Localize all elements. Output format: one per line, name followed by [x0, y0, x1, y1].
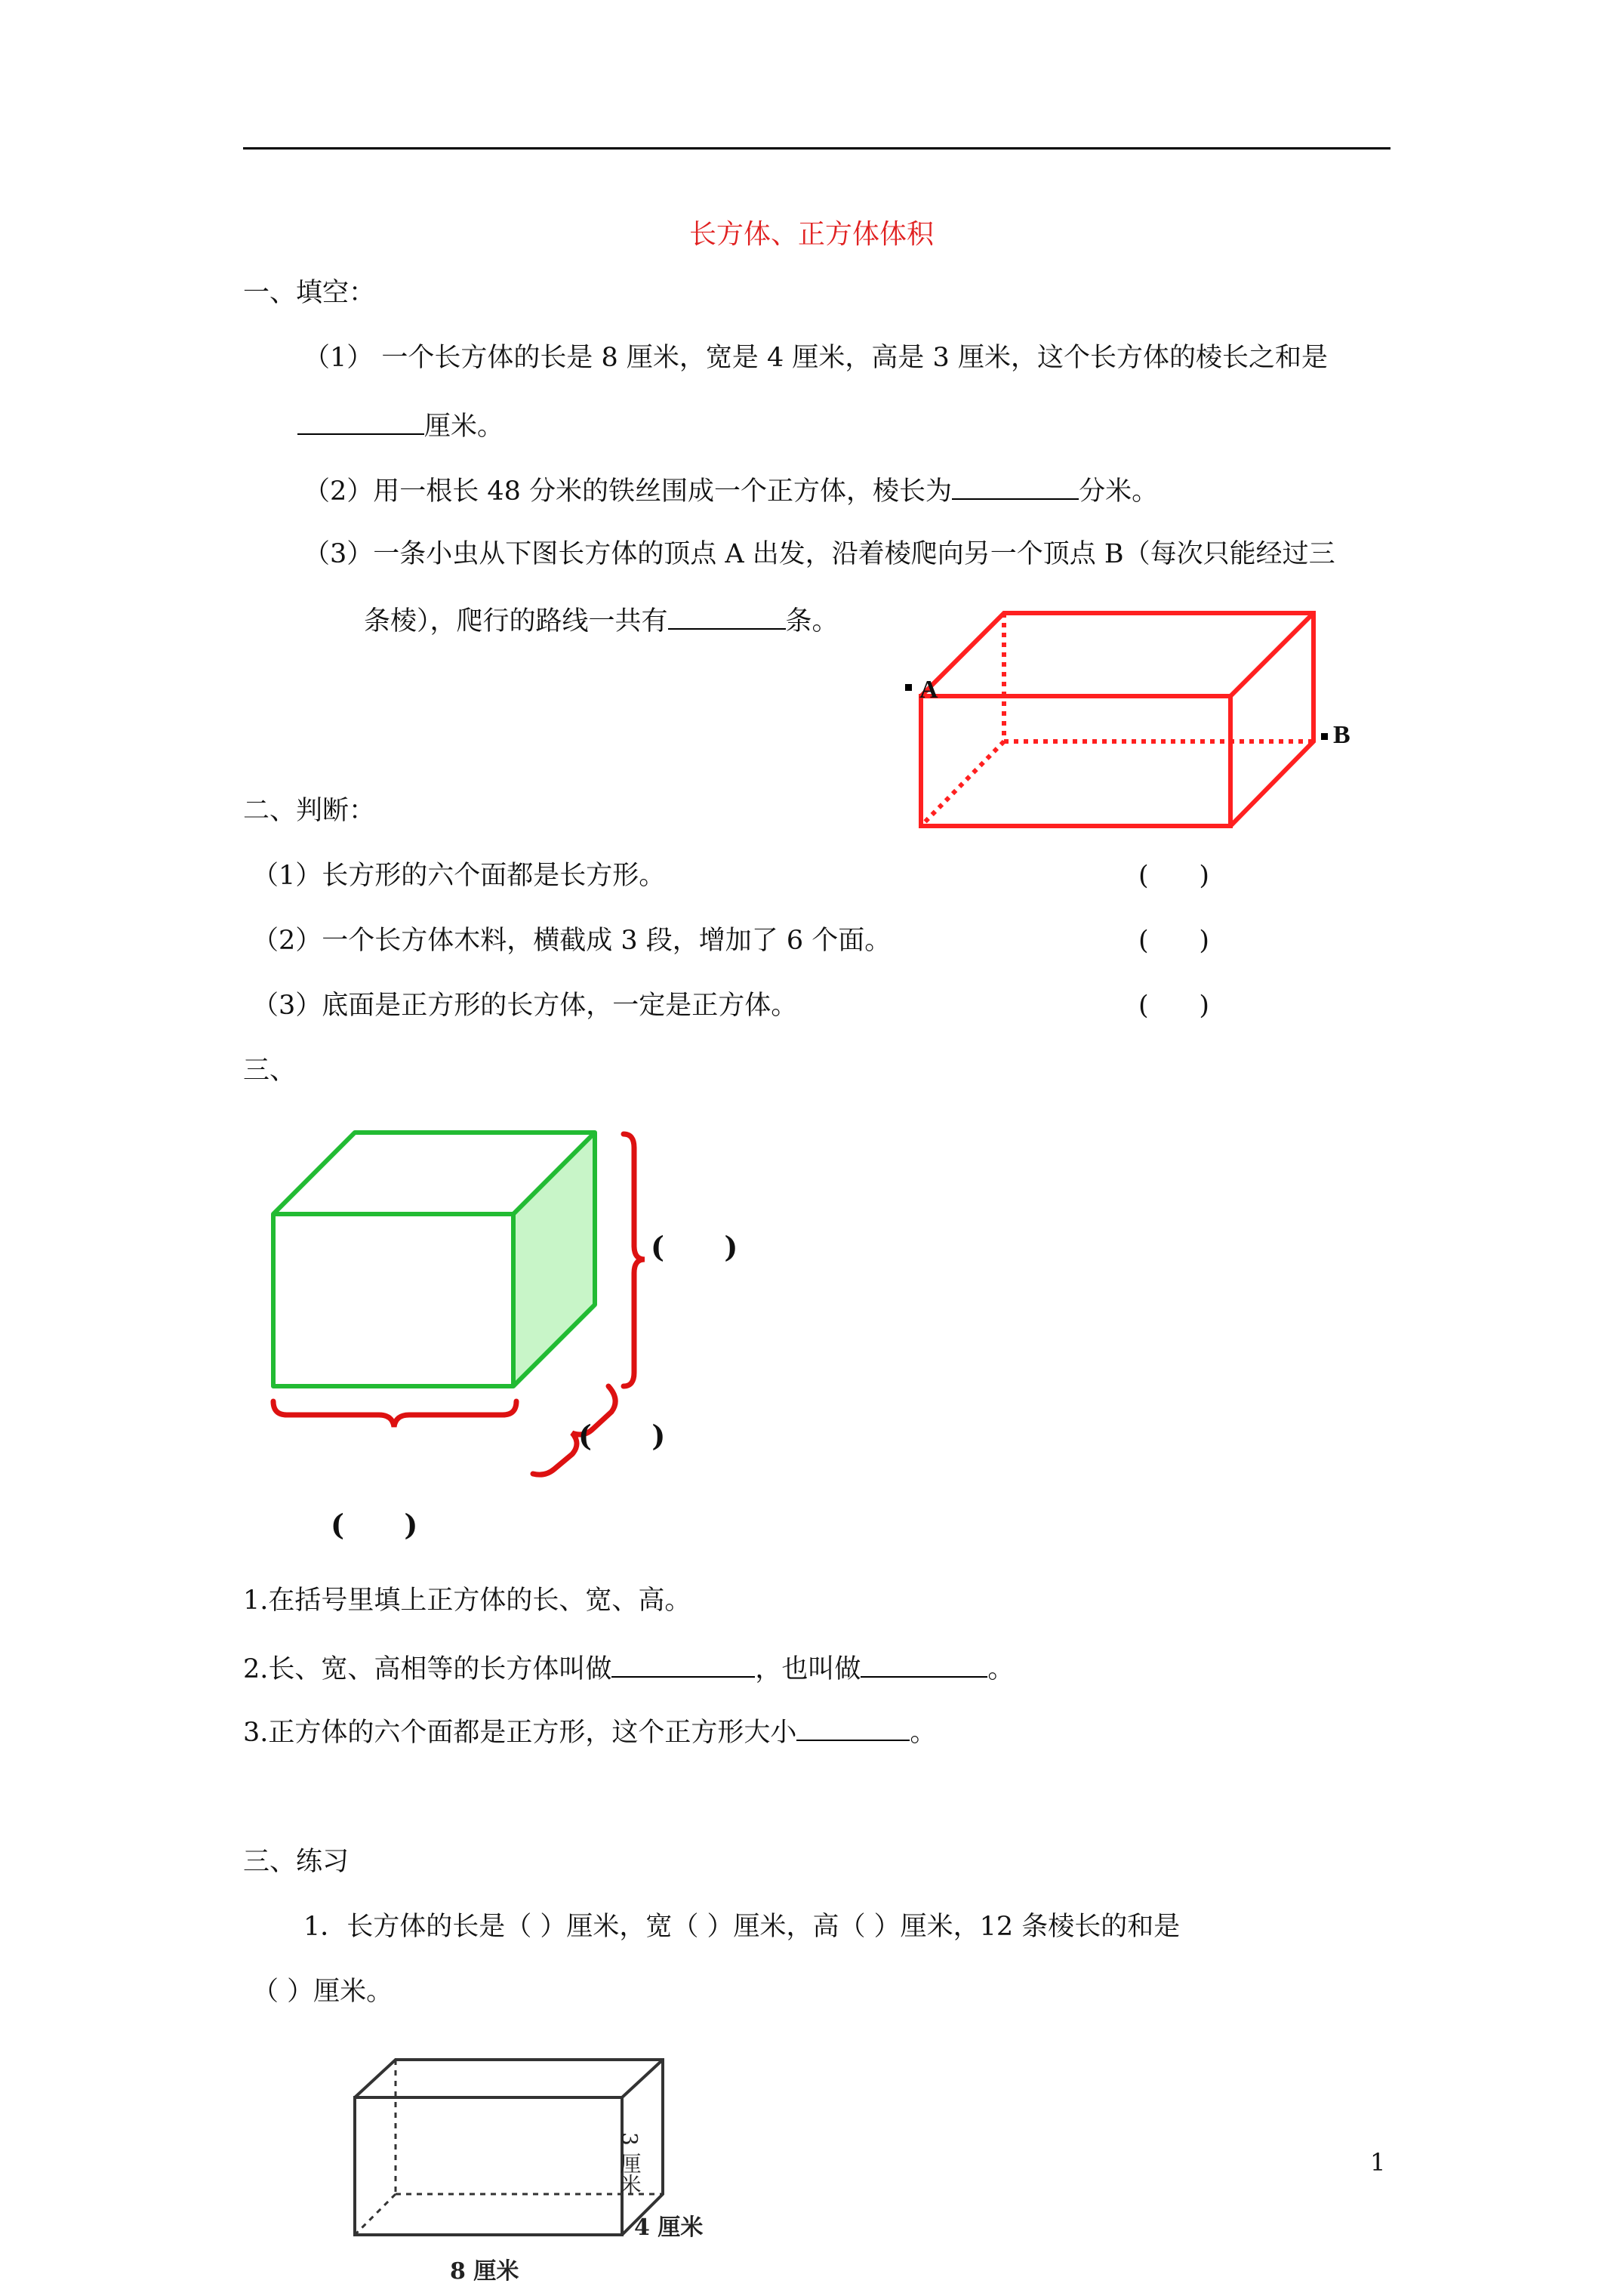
s3-q2: 2.长、宽、高相等的长方体叫做 ，也叫做 。	[243, 1650, 1014, 1686]
red-cuboid-figure	[898, 604, 1381, 846]
dim-width-label: 4 厘米	[634, 2214, 704, 2241]
s4-q1-line-a: 1．长方体的长是（ ）厘米，宽（ ）厘米，高（ ）厘米，12 条棱长的和是	[303, 1912, 1181, 1942]
answer-blank[interactable]	[952, 473, 1079, 500]
vertex-b-label: B	[1333, 721, 1350, 749]
dim-length-label: 8 厘米	[450, 2258, 519, 2285]
judge-answer-2[interactable]: ( )	[1138, 926, 1210, 956]
s3-q3: 3.正方体的六个面都是正方形，这个正方形大小 。	[243, 1714, 936, 1749]
q3-line-b: 条棱），爬行的路线一共有 条。	[364, 603, 839, 638]
s3-q1: 1.在括号里填上正方体的长、宽、高。	[243, 1586, 691, 1616]
vertex-b-dot	[1321, 733, 1328, 740]
q1-line-b: 厘米。	[297, 408, 504, 443]
judge-item-3: （3）底面是正方形的长方体，一定是正方体。	[252, 991, 798, 1021]
vertex-a-label: A	[919, 676, 938, 704]
q3-line-a: （3）一条小虫从下图长方体的顶点 A 出发，沿着棱爬向另一个顶点 B（每次只能经过三	[303, 539, 1335, 569]
header-rule	[243, 147, 1390, 149]
fig-paren-height[interactable]: ( )	[651, 1230, 738, 1264]
section4-heading: 三、练习	[243, 1847, 350, 1877]
judge-item-2: （2）一个长方体木料，横截成 3 段，增加了 6 个面。	[252, 926, 892, 956]
section2-heading: 二、判断：	[243, 796, 376, 826]
green-cube-figure	[257, 1117, 830, 1555]
answer-blank[interactable]	[611, 1650, 755, 1678]
q1-line-a: （1） 一个长方体的长是 8 厘米，宽是 4 厘米，高是 3 厘米，这个长方体的棱长之和是	[303, 343, 1328, 373]
black-cuboid-figure	[347, 2054, 755, 2295]
judge-item-1: （1）长方形的六个面都是长方形。	[252, 861, 666, 891]
answer-blank[interactable]	[796, 1714, 910, 1741]
vertex-a-dot	[905, 684, 912, 691]
section3-heading: 三、	[243, 1056, 297, 1086]
s4-q1-line-b: （ ）厘米。	[252, 1977, 393, 2007]
answer-blank[interactable]	[668, 603, 786, 630]
judge-answer-1[interactable]: ( )	[1138, 861, 1210, 891]
dim-height-label: 3 厘米	[617, 2132, 642, 2195]
answer-blank[interactable]	[297, 408, 424, 435]
page-title: 长方体、正方体体积	[688, 219, 934, 250]
judge-answer-3[interactable]: ( )	[1138, 991, 1210, 1021]
page-number: 1	[1370, 2148, 1386, 2177]
section1-heading: 一、填空：	[243, 278, 376, 308]
fig-paren-depth[interactable]: ( )	[578, 1419, 666, 1453]
answer-blank[interactable]	[861, 1650, 987, 1678]
fig-paren-length[interactable]: ( )	[331, 1508, 418, 1542]
q2-line: （2）用一根长 48 分米的铁丝围成一个正方体，棱长为 分米。	[303, 473, 1158, 508]
